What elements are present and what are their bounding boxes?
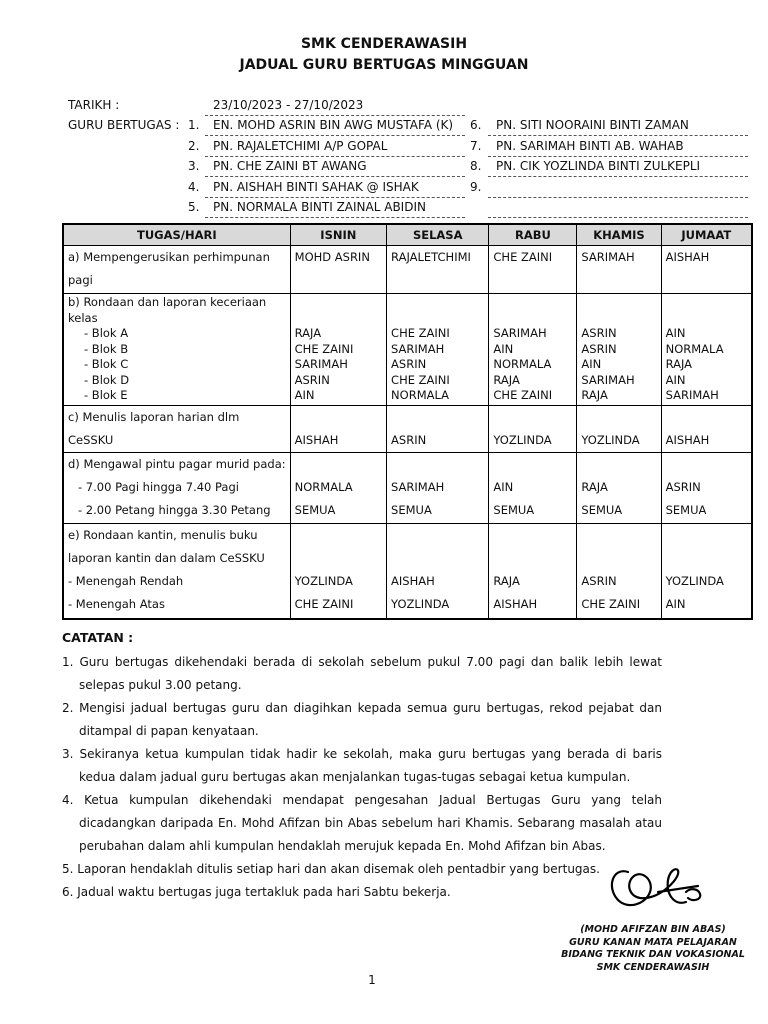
duty-cell	[577, 406, 661, 453]
duty-value: NORMALA	[493, 357, 552, 371]
task-line: - 7.00 Pagi hingga 7.40 Pagi	[78, 480, 239, 494]
task-line: - 2.00 Petang hingga 3.30 Petang	[78, 503, 271, 517]
duty-value: YOZLINDA	[391, 597, 450, 611]
duty-value: RAJA	[665, 357, 693, 371]
teacher-left-underline	[205, 197, 465, 198]
duty-value: ASRIN	[581, 326, 617, 340]
duty-cell	[290, 246, 386, 294]
duty-value: CHE ZAINI	[581, 597, 641, 611]
duty-value: AISHAH	[493, 597, 538, 611]
duty-cell	[661, 406, 752, 453]
teacher-left-name: EN. MOHD ASRIN BIN AWG MUSTAFA (K)	[213, 118, 454, 132]
note-item: 1. Guru bertugas dikehendaki berada di sekolah sebelum pukul 7.00 pagi dan balik lebih lewat selepas pukul 3.00 petang.	[62, 655, 662, 692]
duty-value: RAJALETCHIMI	[391, 250, 471, 264]
duty-cell	[290, 294, 386, 406]
duty-value: CHE ZAINI	[294, 341, 354, 356]
task-line: CeSSKU	[68, 433, 114, 447]
signature-school: SMK CENDERAWASIH	[596, 961, 710, 973]
task-line: kelas	[68, 310, 98, 325]
duty-value: CHE ZAINI	[493, 250, 553, 264]
duty-cell	[387, 294, 489, 406]
duty-value: YOZLINDA	[665, 574, 724, 588]
duty-cell	[577, 246, 661, 294]
duty-value: RAJA	[493, 574, 520, 588]
teacher-left-underline	[205, 217, 465, 218]
duty-cell	[661, 453, 752, 524]
duty-value: AIN	[665, 326, 686, 340]
duty-value: ASRIN	[391, 357, 427, 371]
task-line: e) Rondaan kantin, menulis buku	[68, 528, 258, 542]
duty-value: AISHAH	[665, 250, 710, 264]
teachers-label: GURU BERTUGAS :	[68, 118, 180, 132]
header-jumaat: JUMAAT	[661, 224, 752, 246]
duty-value: SARIMAH	[391, 480, 445, 494]
duty-value: AIN	[665, 372, 686, 387]
duty-value: AISHAH	[665, 433, 710, 447]
table-header-row	[63, 224, 752, 246]
task-cell	[63, 246, 290, 294]
duty-cell	[290, 524, 386, 619]
task-line: - Menengah Rendah	[68, 574, 184, 588]
duty-value: AISHAH	[294, 433, 339, 447]
duty-value: YOZLINDA	[581, 433, 640, 447]
note-item: 3. Sekiranya ketua kumpulan tidak hadir ke sekolah, maka guru bertugas yang berada di baris kedua dalam jadual guru bertugas akan menjalankan tugas-tugas sebagai ketua kumpulan.	[62, 747, 662, 784]
task-line: - Blok A	[84, 326, 129, 340]
signature-name: (MOHD AFIFZAN BIN ABAS)	[580, 924, 726, 935]
teacher-right-name: PN. CIK YOZLINDA BINTI ZULKEPLI	[496, 159, 701, 173]
duty-value: SEMUA	[581, 503, 623, 517]
table-row	[63, 453, 752, 524]
duty-value: RAJA	[493, 372, 520, 387]
header-rabu: RABU	[489, 224, 577, 246]
duty-value: AIN	[493, 341, 514, 356]
duty-value: RAJA	[294, 326, 322, 340]
signature-mark-icon	[558, 852, 748, 922]
duty-cell	[489, 294, 577, 406]
duty-cell	[577, 294, 661, 406]
teacher-right-number: 6.	[470, 118, 482, 132]
duty-value: CHE ZAINI	[391, 326, 450, 340]
task-line: - Menengah Atas	[68, 597, 165, 611]
duty-value: AIN	[581, 357, 602, 371]
task-line: a) Mempengerusikan perhimpunan	[68, 250, 270, 264]
task-cell	[63, 406, 290, 453]
note-item: 4. Ketua kumpulan dikehendaki mendapat pengesahan Jadual Bertugas Guru yang telah dicadangkan daripada En. Mohd Afifzan bin Abas sebelum hari Khamis. Sebarang masalah atau perubahan dalam ahli kumpulan hendaklah merujuk kepada En. Mohd Afifzan bin Abas.	[62, 793, 662, 853]
signature-department: BIDANG TEKNIK DAN VOKASIONAL	[561, 949, 745, 960]
task-cell	[63, 294, 290, 406]
duty-value: SARIMAH	[581, 250, 635, 264]
duty-value: SARIMAH	[391, 341, 445, 356]
duty-cell	[661, 294, 752, 406]
teacher-right-name: PN. SARIMAH BINTI AB. WAHAB	[496, 138, 684, 153]
duty-value: SARIMAH	[665, 388, 719, 402]
teacher-right-underline	[488, 135, 748, 136]
duty-value: SEMUA	[665, 503, 707, 517]
teacher-right-number: 9.	[470, 179, 482, 194]
duty-value: RAJA	[581, 388, 608, 402]
duty-cell	[489, 524, 577, 619]
note-item: 5. Laporan hendaklah ditulis setiap hari dan akan disemak oleh pentadbir yang bertugas.	[62, 862, 600, 876]
task-line: pagi	[68, 273, 93, 287]
note-item: 2. Mengisi jadual bertugas guru dan diagihkan kepada semua guru bertugas, rekod pejabat dan ditampal di papan kenyataan.	[62, 701, 662, 738]
teacher-right-underline	[488, 197, 748, 198]
task-cell	[63, 453, 290, 524]
task-line: - Blok C	[84, 357, 129, 371]
duty-value: AIN	[493, 480, 514, 494]
duty-value: AIN	[665, 597, 686, 611]
header-selasa: SELASA	[387, 224, 489, 246]
school-name: SMK CENDERAWASIH	[300, 36, 468, 52]
signature-position: GURU KANAN MATA PELAJARAN	[569, 936, 737, 948]
page-number: 1	[368, 973, 376, 987]
signature-block	[558, 852, 748, 974]
teacher-left-number: 1.	[188, 118, 200, 132]
header-khamis: KHAMIS	[577, 224, 661, 246]
table-row	[63, 246, 752, 294]
date-value: 23/10/2023 - 27/10/2023	[213, 98, 364, 112]
task-line: - Blok E	[84, 388, 128, 402]
note-item: 6. Jadual waktu bertugas juga tertakluk pada hari Sabtu bekerja.	[62, 885, 451, 899]
duty-cell	[661, 524, 752, 619]
task-line: laporan kantin dan dalam CeSSKU	[68, 551, 265, 565]
duty-cell	[661, 246, 752, 294]
duty-cell	[577, 453, 661, 524]
duty-value: ASRIN	[391, 433, 427, 447]
teacher-left-underline	[205, 176, 465, 177]
teacher-left-underline	[205, 135, 465, 136]
table-row	[63, 294, 752, 406]
document-title: JADUAL GURU BERTUGAS MINGGUAN	[239, 57, 529, 73]
duty-value: SEMUA	[391, 503, 432, 517]
task-line: - Blok B	[84, 341, 129, 356]
header-task: TUGAS/HARI	[63, 224, 290, 246]
duty-value: NORMALA	[665, 341, 724, 356]
date-label: TARIKH :	[68, 98, 120, 112]
teacher-right-number: 7.	[470, 138, 482, 153]
teacher-left-name: PN. AISHAH BINTI SAHAK @ ISHAK	[213, 179, 419, 194]
duty-cell	[387, 406, 489, 453]
task-line: - Blok D	[84, 372, 130, 387]
teacher-left-number: 5.	[188, 200, 200, 214]
teacher-right-underline	[488, 156, 748, 157]
teacher-right-underline	[488, 176, 748, 177]
duty-value: SARIMAH	[294, 357, 348, 371]
duty-value: AIN	[294, 388, 315, 402]
table-row	[63, 524, 752, 619]
task-cell	[63, 524, 290, 619]
teacher-left-number: 2.	[188, 138, 200, 153]
teacher-left-underline	[205, 156, 465, 157]
teacher-left-name: PN. CHE ZAINI BT AWANG	[213, 159, 367, 173]
duty-cell	[387, 246, 489, 294]
task-line: c) Menulis laporan harian dlm	[68, 410, 240, 424]
teacher-left-name: PN. RAJALETCHIMI A/P GOPAL	[213, 138, 388, 153]
duty-cell	[387, 453, 489, 524]
date-underline	[205, 115, 465, 116]
duty-value: CHE ZAINI	[294, 597, 354, 611]
teacher-right-number: 8.	[470, 159, 482, 173]
teacher-right-underline	[488, 217, 748, 218]
duty-value: SEMUA	[294, 503, 336, 517]
table-row	[63, 406, 752, 453]
duty-value: NORMALA	[391, 388, 450, 402]
duty-cell	[577, 524, 661, 619]
teacher-left-number: 3.	[188, 159, 200, 173]
duty-value: YOZLINDA	[294, 574, 353, 588]
duty-value: ASRIN	[665, 480, 701, 494]
duty-cell	[489, 453, 577, 524]
duty-value: ASRIN	[581, 341, 617, 356]
duty-cell	[489, 406, 577, 453]
duty-value: ASRIN	[581, 574, 617, 588]
duty-value: CHE ZAINI	[391, 372, 450, 387]
duty-value: AISHAH	[391, 574, 435, 588]
duty-cell	[290, 453, 386, 524]
teacher-left-name: PN. NORMALA BINTI ZAINAL ABIDIN	[213, 200, 426, 214]
duty-value: NORMALA	[294, 480, 353, 494]
duty-value: MOHD ASRIN	[294, 250, 370, 264]
duty-table	[62, 223, 753, 620]
duty-cell	[489, 246, 577, 294]
duty-value: SARIMAH	[493, 326, 547, 340]
duty-value: YOZLINDA	[493, 433, 552, 447]
duty-value: RAJA	[581, 480, 608, 494]
duty-value: SEMUA	[493, 503, 535, 517]
duty-value: ASRIN	[294, 372, 330, 387]
duty-value: SARIMAH	[581, 372, 635, 387]
teacher-right-name: PN. SITI NOORAINI BINTI ZAMAN	[496, 118, 689, 132]
task-line: d) Mengawal pintu pagar murid pada:	[68, 457, 286, 471]
duty-cell	[290, 406, 386, 453]
teacher-left-number: 4.	[188, 179, 200, 194]
duty-value: CHE ZAINI	[493, 388, 553, 402]
task-line: b) Rondaan dan laporan keceriaan	[68, 295, 267, 309]
duty-cell	[387, 524, 489, 619]
notes-title: CATATAN :	[62, 630, 134, 645]
header-isnin: ISNIN	[290, 224, 386, 246]
